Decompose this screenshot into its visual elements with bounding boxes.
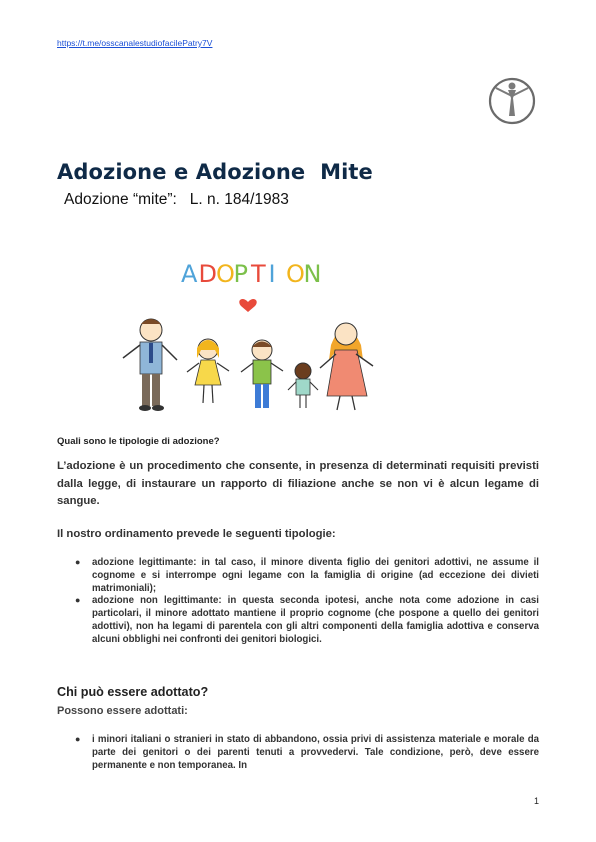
adoption-family-illustration <box>115 250 380 415</box>
list-item <box>75 595 539 646</box>
bullet-icon: ● <box>75 595 81 606</box>
list-item <box>75 734 539 772</box>
small-child-figure <box>288 363 318 408</box>
telegram-link[interactable]: https://t.me/osscanalestudiofacilePatry7V <box>57 38 213 48</box>
publisher-logo <box>482 72 538 130</box>
question-heading: Quali sono le tipologie di adozione? <box>57 436 220 447</box>
adoption-letter: A <box>181 260 198 288</box>
adoption-letter: D <box>198 260 217 288</box>
intro-paragraph: L’adozione è un procedimento che consente, in presenza di determinati requisiti previsti dalla legge, di instaurare un rapporto di filiazione anche se non vi è alcun legame di sangue. <box>57 460 539 507</box>
adoption-types-list <box>75 557 539 647</box>
adoption-letter: P <box>233 260 248 288</box>
list-item-text: adozione non legittimante: in questa seconda ipotesi, anche nota come adozione in casi particolari, il minore adottato mantiene il proprio cognome (che pospone a quello dei genitori adottivi), non ha legami di parentela con gli altri componenti della famiglia adottiva e conserva alcuni obblighi nei confronti dei genitori biologici. <box>92 595 539 645</box>
father-figure <box>123 319 177 411</box>
girl-figure <box>187 339 229 403</box>
section-lead: Possono essere adottati: <box>57 705 188 717</box>
heart-icon <box>239 299 256 312</box>
adoption-letter: O <box>286 260 305 288</box>
adoption-letter: T <box>251 260 266 288</box>
page-subtitle: Adozione “mite”: L. n. 184/1983 <box>64 191 289 208</box>
list-item-text: adozione legittimante: in tal caso, il minore diventa figlio dei genitori adottivi, ne assume il cognome e si interrompe ogni legame con la famiglia di origine (ad eccezione dei divieti matrimoniali); <box>92 557 539 594</box>
list-item-text: i minori italiani o stranieri in stato di abbandono, ossia privi di assistenza materiale e morale da parte dei genitori o dei parenti tenuti a provvedervi. Tale condizione, però, deve essere permanente e non temporanea. In <box>92 734 539 771</box>
boy-figure <box>241 340 283 408</box>
adoption-letter: N <box>303 260 322 288</box>
page-number: 1 <box>534 796 540 806</box>
adoption-letter: I <box>268 260 276 288</box>
adoption-letter: O <box>216 260 235 288</box>
bullet-icon: ● <box>75 734 81 744</box>
bullet-icon: ● <box>75 557 81 567</box>
section-heading: Chi può essere adottato? <box>57 685 209 699</box>
adoptable-list <box>75 734 539 772</box>
types-lead: Il nostro ordinamento prevede le seguenti tipologie: <box>57 528 336 540</box>
page-title: Adozione e Adozione Mite <box>57 160 373 184</box>
adoption-word <box>181 260 321 288</box>
mother-figure <box>320 323 373 410</box>
list-item <box>75 557 539 595</box>
